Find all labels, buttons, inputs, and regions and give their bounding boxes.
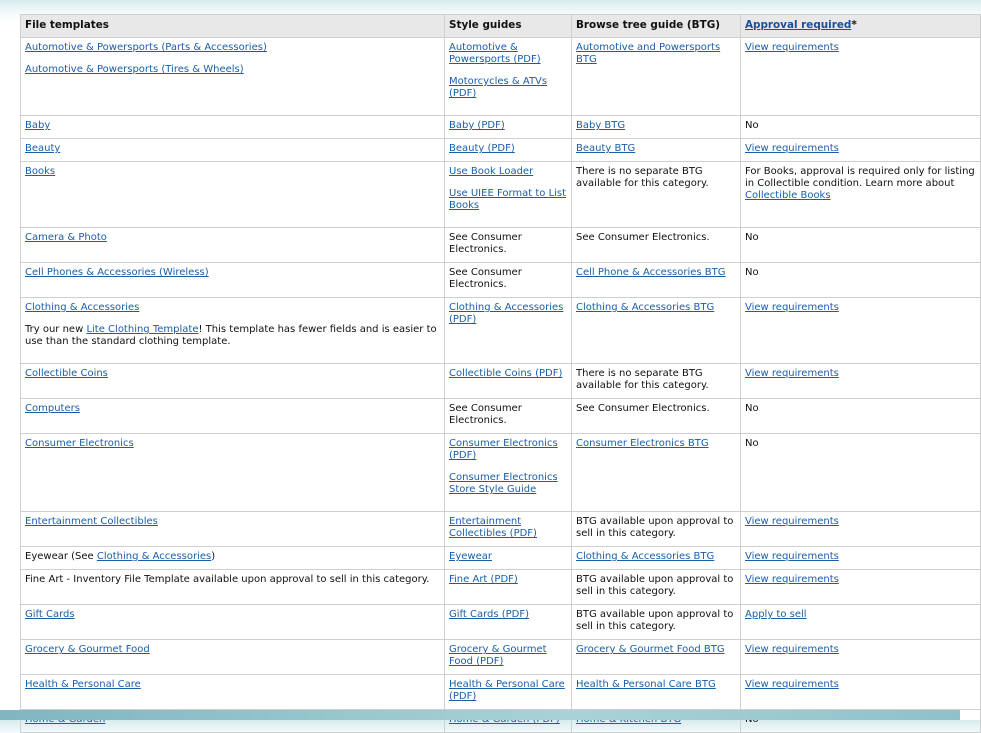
file-template-cell [21,675,445,710]
style-guide-cell [445,570,572,605]
btg-cell [572,228,741,263]
cell-paragraph [745,267,976,279]
cell-paragraph [745,120,976,132]
style-guide-cell [445,364,572,399]
row-eyewear [21,547,981,570]
cell-paragraph [745,232,976,244]
approval-cell [741,640,981,675]
category-link[interactable]: Clothing & Accessories BTG [576,551,715,562]
category-table-container [20,14,980,710]
file-template-cell [21,605,445,640]
cell-paragraph [449,143,567,155]
cell-paragraph [449,120,567,132]
file-template-cell [21,228,445,263]
category-link[interactable]: View requirements [745,143,839,154]
btg-cell [572,434,741,512]
approval-cell [741,139,981,162]
category-link[interactable]: Computers [25,403,80,414]
category-link[interactable]: Health & Personal Care [25,679,141,690]
cell-paragraph [25,324,440,348]
category-link[interactable]: Health & Personal Care BTG [576,679,716,690]
category-link[interactable]: Apply to sell [745,609,807,620]
approval-cell [741,38,981,116]
category-link[interactable]: Cell Phone & Accessories BTG [576,267,726,278]
row-automotive [21,38,981,116]
category-link[interactable]: View requirements [745,644,839,655]
cell-paragraph [449,551,567,563]
cell-paragraph [25,64,440,76]
approval-required-link[interactable]: Approval required [745,19,852,31]
cell-paragraph [449,609,567,621]
file-template-cell [21,547,445,570]
cell-text: There is no separate BTG available for this category. [576,166,709,189]
approval-cell [741,298,981,364]
style-guide-cell [445,162,572,228]
category-link[interactable]: Grocery & Gourmet Food (PDF) [449,644,547,667]
category-link[interactable]: Clothing & Accessories [25,302,140,313]
cell-text: For Books, approval is required only for listing in Collectible condition. Learn more about [745,166,975,189]
cell-text: See Consumer Electronics. [576,403,710,414]
file-template-cell [21,298,445,364]
btg-cell [572,364,741,399]
cell-paragraph [449,574,567,586]
cell-paragraph [449,232,567,256]
cell-paragraph [25,302,440,314]
cell-text: There is no separate BTG available for this category. [576,368,709,391]
file-template-cell [21,139,445,162]
category-link[interactable]: Consumer Electronics [25,438,134,449]
cell-paragraph [25,120,440,132]
category-link[interactable]: Motorcycles & ATVs (PDF) [449,76,548,99]
style-guide-cell [445,675,572,710]
category-link[interactable]: Eyewear [449,551,492,562]
btg-cell [572,298,741,364]
cell-paragraph [576,232,736,244]
style-guide-cell [445,38,572,116]
category-link[interactable]: Gift Cards [25,609,75,620]
btg-cell [572,570,741,605]
btg-cell [572,512,741,547]
category-link[interactable]: Consumer Electronics (PDF) [449,438,558,461]
approval-cell [741,512,981,547]
cell-paragraph [25,644,440,656]
category-link[interactable]: Automotive & Powersports (PDF) [449,42,541,65]
style-guide-cell [445,547,572,570]
category-link[interactable]: Clothing & Accessories BTG [576,302,715,313]
cell-paragraph [745,551,976,563]
cell-paragraph [745,166,976,202]
cell-paragraph [745,574,976,586]
cell-text: Fine Art - Inventory File Template available upon approval to sell in this category. [25,574,430,585]
category-link[interactable]: Beauty BTG [576,143,636,154]
table-body [21,38,981,733]
category-link[interactable]: Beauty (PDF) [449,143,515,154]
cell-paragraph [745,644,976,656]
btg-cell [572,116,741,139]
cell-paragraph [449,472,567,496]
cell-paragraph [576,551,736,563]
cell-paragraph [576,574,736,598]
cell-text: See Consumer Electronics. [449,267,522,290]
category-link[interactable]: Gift Cards (PDF) [449,609,530,620]
cell-paragraph [745,516,976,528]
cell-paragraph [576,302,736,314]
row-entertainment [21,512,981,547]
cell-paragraph [449,516,567,540]
cell-paragraph [745,679,976,691]
row-consumer-electronics [21,434,981,512]
btg-cell [572,605,741,640]
cell-paragraph [576,403,736,415]
row-computers [21,399,981,434]
cell-text: No [745,267,759,278]
category-link[interactable]: View requirements [745,574,839,585]
cell-paragraph [745,438,976,450]
category-link[interactable]: Fine Art (PDF) [449,574,518,585]
approval-asterisk: * [851,19,857,31]
cell-paragraph [745,42,976,54]
cell-text: No [745,438,759,449]
file-template-cell [21,263,445,298]
category-link[interactable]: Automotive & Powersports (Parts & Accessories) [25,42,267,53]
category-link[interactable]: View requirements [745,516,839,527]
category-link[interactable]: Automotive and Powersports BTG [576,42,721,65]
category-link[interactable]: Consumer Electronics Store Style Guide [449,472,558,495]
approval-cell [741,364,981,399]
cell-paragraph [25,267,440,279]
row-grocery [21,640,981,675]
category-link[interactable]: Collectible Coins (PDF) [449,368,563,379]
cell-text: BTG available upon approval to sell in this category. [576,574,734,597]
row-coins [21,364,981,399]
cell-paragraph [745,609,976,621]
category-link[interactable]: View requirements [745,302,839,313]
style-guide-cell [445,116,572,139]
row-clothing [21,298,981,364]
cell-paragraph [449,644,567,668]
cell-paragraph [449,438,567,462]
file-template-cell [21,512,445,547]
cell-text: No [745,403,759,414]
window-bottom-bar [0,710,960,720]
approval-cell [741,228,981,263]
btg-cell [572,399,741,434]
cell-paragraph [25,232,440,244]
cell-paragraph [25,42,440,54]
cell-paragraph [449,42,567,66]
category-link[interactable]: View requirements [745,551,839,562]
approval-cell [741,399,981,434]
cell-text: BTG available upon approval to sell in this category. [576,516,734,539]
category-link[interactable]: Health & Personal Care (PDF) [449,679,565,702]
category-link[interactable]: Baby BTG [576,120,626,131]
category-link[interactable]: Baby [25,120,51,131]
cell-paragraph [449,403,567,427]
category-link[interactable]: Use UIEE Format to List Books [449,188,567,211]
approval-cell [741,675,981,710]
file-template-cell [21,38,445,116]
cell-paragraph [576,143,736,155]
approval-cell [741,263,981,298]
header-file-templates: File templates [21,15,445,38]
category-link[interactable]: View requirements [745,368,839,379]
style-guide-cell [445,228,572,263]
approval-cell [741,570,981,605]
file-template-cell [21,570,445,605]
btg-cell [572,139,741,162]
cell-paragraph [25,679,440,691]
file-template-cell [21,640,445,675]
cell-paragraph [745,143,976,155]
cell-text: Eyewear (See [25,551,97,562]
style-guide-cell [445,399,572,434]
category-link[interactable]: Grocery & Gourmet Food [25,644,150,655]
style-guide-cell [445,434,572,512]
cell-text: BTG available upon approval to sell in this category. [576,609,734,632]
btg-cell [572,675,741,710]
category-link[interactable]: Cell Phones & Accessories (Wireless) [25,267,209,278]
cell-text: See Consumer Electronics. [576,232,710,243]
cell-paragraph [25,166,440,178]
cell-paragraph [25,551,440,563]
cell-paragraph [25,403,440,415]
cell-paragraph [449,267,567,291]
file-template-cell [21,162,445,228]
btg-cell [572,263,741,298]
cell-paragraph [25,609,440,621]
cell-paragraph [576,644,736,656]
style-guide-cell [445,605,572,640]
cell-paragraph [745,368,976,380]
approval-cell [741,434,981,512]
category-link[interactable]: Consumer Electronics BTG [576,438,709,449]
btg-cell [572,640,741,675]
category-link[interactable]: Clothing & Accessories [96,551,212,562]
btg-cell [572,162,741,228]
header-approval-required [741,15,981,38]
cell-paragraph [25,368,440,380]
cell-paragraph [576,679,736,691]
cell-paragraph [745,403,976,415]
style-guide-cell [445,298,572,364]
category-link[interactable]: View requirements [745,679,839,690]
style-guide-cell [445,640,572,675]
category-link[interactable]: View requirements [745,42,839,53]
cell-paragraph [576,368,736,392]
row-baby [21,116,981,139]
cell-paragraph [449,368,567,380]
cell-paragraph [576,516,736,540]
btg-cell [572,38,741,116]
cell-text: Try our new [25,324,87,335]
category-link[interactable]: Use Book Loader [449,166,534,177]
approval-cell [741,162,981,228]
row-gift-cards [21,605,981,640]
approval-cell [741,605,981,640]
cell-paragraph [449,76,567,100]
cell-text: See Consumer Electronics. [449,232,522,255]
style-guide-cell [445,263,572,298]
row-fine-art [21,570,981,605]
category-link[interactable]: Books [25,166,56,177]
cell-paragraph [25,143,440,155]
file-template-cell [21,116,445,139]
category-link[interactable]: Automotive & Powersports (Tires & Wheels) [25,64,244,75]
category-link[interactable]: Lite Clothing Template [86,324,199,335]
row-beauty [21,139,981,162]
category-link[interactable]: Clothing & Accessories (PDF) [449,302,564,325]
cell-text: No [745,232,759,243]
cell-paragraph [576,609,736,633]
category-link[interactable]: Camera & Photo [25,232,107,243]
row-books [21,162,981,228]
category-link[interactable]: Collectible Coins [25,368,108,379]
file-template-cell [21,434,445,512]
cell-paragraph [25,516,440,528]
cell-text: No [745,120,759,131]
table-header-row [21,15,981,38]
approval-cell [741,116,981,139]
row-cell-phones [21,263,981,298]
file-template-cell [21,364,445,399]
cell-text: ! This template has fewer fields and is easier to use than the standard clothing template. [25,324,437,347]
category-link[interactable]: Beauty [25,143,61,154]
category-templates-table [20,14,981,733]
category-link[interactable]: Entertainment Collectibles (PDF) [449,516,537,539]
category-link[interactable]: Entertainment Collectibles [25,516,158,527]
cell-paragraph [25,574,440,586]
cell-text: ) [211,551,216,562]
cell-paragraph [576,438,736,450]
row-health [21,675,981,710]
cell-paragraph [745,302,976,314]
cell-paragraph [25,438,440,450]
category-link[interactable]: Baby (PDF) [449,120,505,131]
cell-paragraph [576,267,736,279]
style-guide-cell [445,139,572,162]
row-camera [21,228,981,263]
cell-paragraph [449,302,567,326]
cell-text: See Consumer Electronics. [449,403,522,426]
approval-cell [741,547,981,570]
cell-paragraph [449,679,567,703]
header-style-guides: Style guides [445,15,572,38]
cell-paragraph [449,188,567,212]
file-template-cell [21,399,445,434]
cell-paragraph [576,166,736,190]
header-btg: Browse tree guide (BTG) [572,15,741,38]
btg-cell [572,547,741,570]
cell-paragraph [576,120,736,132]
category-link[interactable]: Collectible Books [745,190,831,201]
cell-paragraph [449,166,567,178]
category-link[interactable]: Grocery & Gourmet Food BTG [576,644,725,655]
style-guide-cell [445,512,572,547]
cell-paragraph [576,42,736,66]
